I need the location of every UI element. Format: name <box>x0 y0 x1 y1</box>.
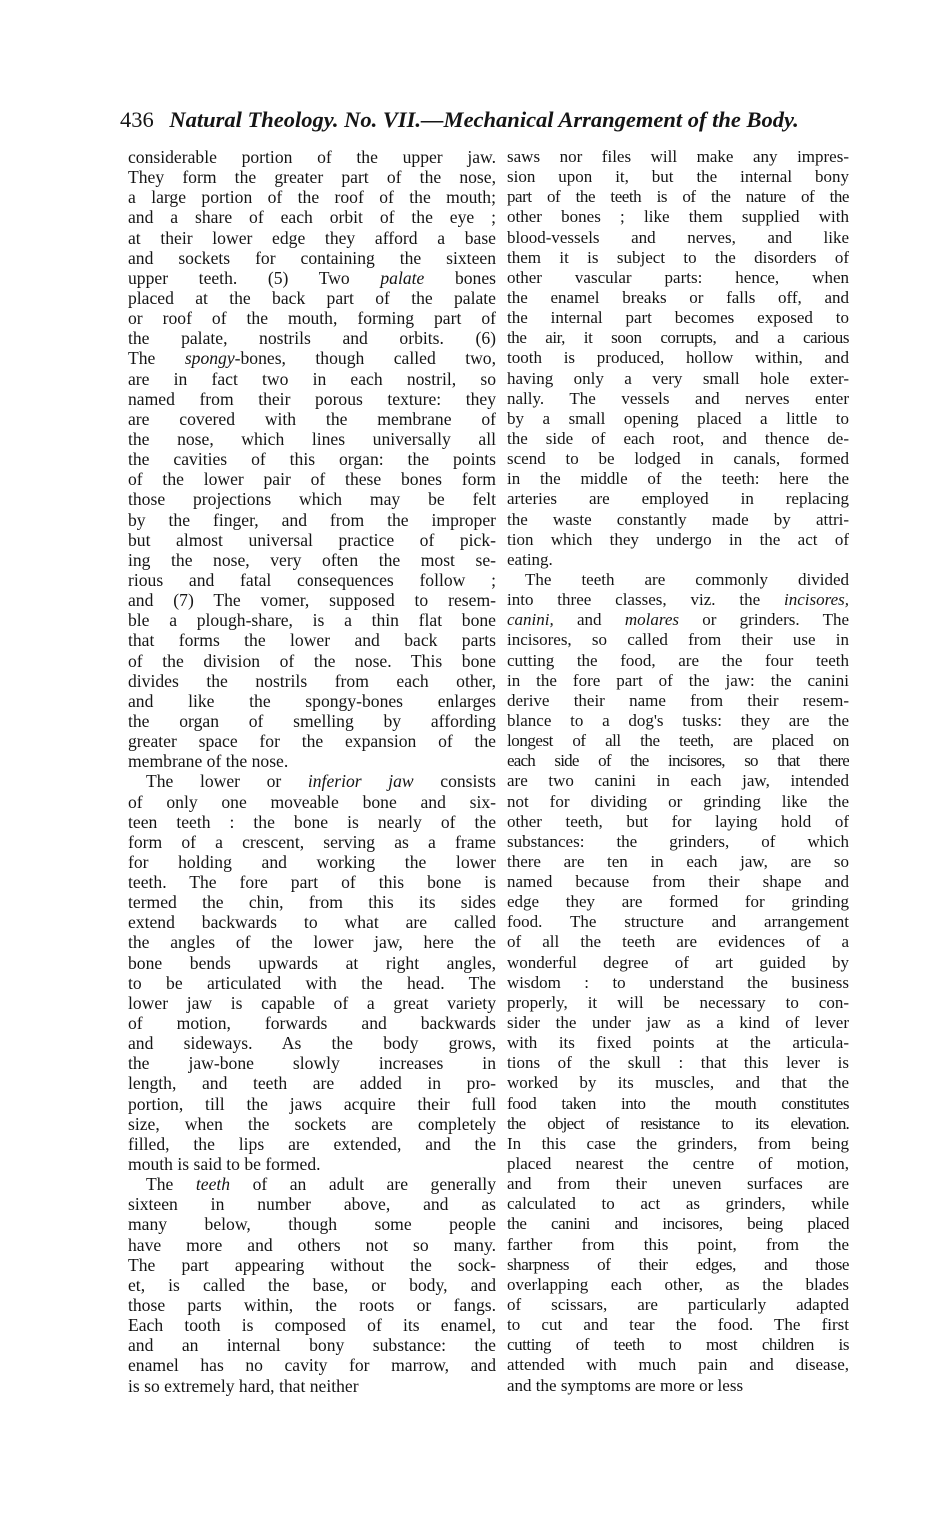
running-head <box>120 106 820 134</box>
right-column-line: the canini and incisores, being placed <box>507 1214 849 1234</box>
left-column-line: of motion, forwards and backwards <box>128 1013 496 1034</box>
left-column-line: or roof of the mouth, forming part of <box>128 308 496 329</box>
right-column-line: overlapping each other, as the blades <box>507 1274 849 1294</box>
left-column-line: teen teeth : the bone is nearly of the <box>128 811 496 832</box>
left-column-line: termed the chin, from this its sides <box>128 892 496 913</box>
left-column-line: rious and fatal consequences follow ; <box>128 569 496 590</box>
left-column-line: They form the greater part of the nose, <box>128 167 496 188</box>
left-column-line: and sockets for containing the sixteen <box>128 247 496 268</box>
right-column-line: attended with much pain and disease, <box>507 1355 849 1375</box>
left-column-line: extend backwards to what are called <box>128 912 496 933</box>
right-column-line: edge they are formed for grinding <box>507 892 849 912</box>
left-column-line: have more and others not so many. <box>128 1234 496 1255</box>
right-column-line: nally. The vessels and nerves enter <box>507 388 849 408</box>
left-column-line: for holding and working the lower <box>128 851 496 872</box>
right-column-line: sharpness of their edges, and those <box>507 1254 849 1274</box>
left-column-line: teeth. The fore part of this bone is <box>128 872 496 893</box>
right-column-line: incisores, so called from their use in <box>507 630 849 650</box>
right-column-line: calculated to act as grinders, while <box>507 1194 849 1214</box>
left-column-line: upper teeth. (5) Two palate bones <box>128 267 496 288</box>
left-column-line: lower jaw is capable of a great variety <box>128 992 496 1013</box>
right-column-line: substances: the grinders, of which <box>507 831 849 851</box>
right-column-line: in the fore part of the jaw: the canini <box>507 670 849 690</box>
left-column-line: sixteen in number above, and as <box>128 1194 496 1215</box>
right-column-line: other teeth, but for laying hold of <box>507 811 849 831</box>
right-column-line: food. The structure and arrangement <box>507 912 849 932</box>
right-column-line: of all the teeth are evidences of a <box>507 932 849 952</box>
left-column-line: and a share of each orbit of the eye ; <box>128 207 496 228</box>
left-column-line: placed at the back part of the palate <box>128 287 496 308</box>
left-column-line: but almost universal practice of pick- <box>128 529 496 550</box>
right-column-line: named because from their shape and <box>507 872 849 892</box>
right-column-line: them it is subject to the disorders of <box>507 247 849 267</box>
left-column-line: are in fact two in each nostril, so <box>128 368 496 389</box>
left-column-line: Each tooth is composed of its enamel, <box>128 1315 496 1336</box>
left-column-line: greater space for the expansion of the <box>128 731 496 752</box>
right-column-line: sion upon it, but the internal bony <box>507 167 849 187</box>
left-column-line: are covered with the membrane of <box>128 408 496 429</box>
left-column-line: and (7) The vomer, supposed to resem- <box>128 590 496 611</box>
right-column-line: blood-vessels and nerves, and like <box>507 227 849 247</box>
left-column-line: the jaw-bone slowly increases in <box>128 1053 496 1074</box>
right-column-line: there are ten in each jaw, are so <box>507 851 849 871</box>
right-column-line: part of the teeth is of the nature of the <box>507 187 849 207</box>
right-column <box>507 147 849 1396</box>
left-column-line: enamel has no cavity for marrow, and <box>128 1355 496 1376</box>
right-column-line: with its fixed points at the articula- <box>507 1033 849 1053</box>
right-column-line: The teeth are commonly divided <box>525 569 849 589</box>
left-column <box>128 147 496 1396</box>
right-column-line: are two canini in each jaw, intended <box>507 771 849 791</box>
right-column-line: tooth is produced, hollow within, and <box>507 348 849 368</box>
left-column-line: is so extremely hard, that neither <box>128 1375 359 1396</box>
right-column-line: derive their name from their resem- <box>507 690 849 710</box>
right-column-line: other vascular parts: hence, when <box>507 267 849 287</box>
left-column-line: and an internal bony substance: the <box>128 1335 496 1356</box>
right-column-line: to cut and tear the food. The first <box>507 1315 849 1335</box>
right-column-line: cutting the food, are the four teeth <box>507 650 849 670</box>
left-column-line: that forms the lower and back parts <box>128 630 496 651</box>
left-column-line: ble a plough-share, is a thin flat bone <box>128 610 496 631</box>
right-column-line: placed nearest the centre of motion, <box>507 1154 849 1174</box>
right-column-line: in the middle of the teeth: here the <box>507 469 849 489</box>
left-column-line: at their lower edge they afford a base <box>128 227 496 248</box>
left-column-line: the nose, which lines universally all <box>128 428 496 449</box>
left-column-line: the angles of the lower jaw, here the <box>128 932 496 953</box>
right-column-line: other bones ; like them supplied with <box>507 207 849 227</box>
right-column-line: the enamel breaks or falls off, and <box>507 287 849 307</box>
right-column-line: not for dividing or grinding like the <box>507 791 849 811</box>
right-column-line: the waste constantly made by attri- <box>507 509 849 529</box>
right-column-line: scend to be lodged in canals, formed <box>507 449 849 469</box>
right-column-line: the internal part becomes exposed to <box>507 308 849 328</box>
left-column-line: et, is called the base, or body, and <box>128 1274 496 1295</box>
left-column-line: the organ of smelling by affording <box>128 710 496 731</box>
right-column-line: each side of the incisores, so that there <box>507 751 849 771</box>
right-column-line: of scissars, are particularly adapted <box>507 1295 849 1315</box>
left-column-line: divides the nostrils from each other, <box>128 670 496 691</box>
left-column-line: to be articulated with the head. The <box>128 972 496 993</box>
left-column-line: form of a crescent, serving as a frame <box>128 831 496 852</box>
left-column-line: size, when the sockets are completely <box>128 1113 496 1134</box>
right-column-line: tion which they undergo in the act of <box>507 529 849 549</box>
left-column-line: those projections which may be felt <box>128 489 496 510</box>
left-column-line: filled, the lips are extended, and the <box>128 1133 496 1154</box>
right-column-line: wonderful degree of art guided by <box>507 952 849 972</box>
left-column-line: considerable portion of the upper jaw. <box>128 147 496 167</box>
right-column-line: canini, and molares or grinders. The <box>507 610 849 630</box>
right-column-line: the object of resistance to its elevation. <box>507 1113 849 1133</box>
left-column-line: named from their porous texture: they <box>128 388 496 409</box>
right-column-line: wisdom : to understand the business <box>507 972 849 992</box>
right-column-line: into three classes, viz. the incisores, <box>507 590 849 610</box>
left-column-line: The part appearing without the sock- <box>128 1254 496 1275</box>
left-column-line: a large portion of the roof of the mouth; <box>128 187 496 208</box>
right-column-line: food taken into the mouth constitutes <box>507 1093 849 1113</box>
left-column-line: and like the spongy-bones enlarges <box>128 690 496 711</box>
left-column-line: of only one moveable bone and six- <box>128 791 496 812</box>
left-column-line: and sideways. As the body grows, <box>128 1033 496 1054</box>
left-column-line: the cavities of this organ: the points <box>128 449 496 470</box>
left-column-line: bone bends upwards at right angles, <box>128 952 496 973</box>
right-column-line: sider the under jaw as a kind of lever <box>507 1013 849 1033</box>
left-column-line: those parts within, the roots or fangs. <box>128 1295 496 1316</box>
left-column-line: portion, till the jaws acquire their full <box>128 1093 496 1114</box>
right-column-line: and the symptoms are more or less <box>507 1375 744 1395</box>
right-column-line: the side of each root, and thence de- <box>507 428 849 448</box>
right-column-line: cutting of teeth to most children is <box>507 1335 849 1355</box>
right-column-line: farther from this point, from the <box>507 1234 849 1254</box>
right-column-line: tions of the skull : that this lever is <box>507 1053 849 1073</box>
right-column-line: properly, it will be necessary to con- <box>507 992 849 1012</box>
right-column-line: eating. <box>507 549 553 569</box>
right-column-line: and from their uneven surfaces are <box>507 1174 849 1194</box>
left-column-line: of the lower pair of these bones form <box>128 469 496 490</box>
left-column-line: many below, though some people <box>128 1214 496 1235</box>
left-column-line: The spongy-bones, though called two, <box>128 348 496 369</box>
running-title: Natural Theology. No. VII.—Mechanical Arrangement of the Body. <box>169 107 799 132</box>
right-column-line: saws nor files will make any impres- <box>507 147 849 166</box>
right-column-line: worked by its muscles, and that the <box>507 1073 849 1093</box>
right-column-line: by a small opening placed a little to <box>507 408 849 428</box>
right-column-line: having only a very small hole exter- <box>507 368 849 388</box>
left-column-line: of the division of the nose. This bone <box>128 650 496 671</box>
right-column-line: the air, it soon corrupts, and a carious <box>507 328 849 348</box>
left-column-line: mouth is said to be formed. <box>128 1154 321 1175</box>
left-column-line: membrane of the nose. <box>128 751 289 772</box>
page-number: 436 <box>120 107 154 132</box>
right-column-line: longest of all the teeth, are placed on <box>507 731 849 751</box>
left-column-line: ing the nose, very often the most se- <box>128 549 496 570</box>
right-column-line: arteries are employed in replacing <box>507 489 849 509</box>
left-column-line: length, and teeth are added in pro- <box>128 1073 496 1094</box>
left-column-line: The teeth of an adult are generally <box>146 1174 496 1195</box>
left-column-line: the palate, nostrils and orbits. (6) <box>128 328 496 349</box>
right-column-line: In this case the grinders, from being <box>507 1133 849 1153</box>
right-column-line: blance to a dog's tusks: they are the <box>507 710 849 730</box>
left-column-line: by the finger, and from the improper <box>128 509 496 530</box>
left-column-line: The lower or inferior jaw consists <box>146 771 496 792</box>
